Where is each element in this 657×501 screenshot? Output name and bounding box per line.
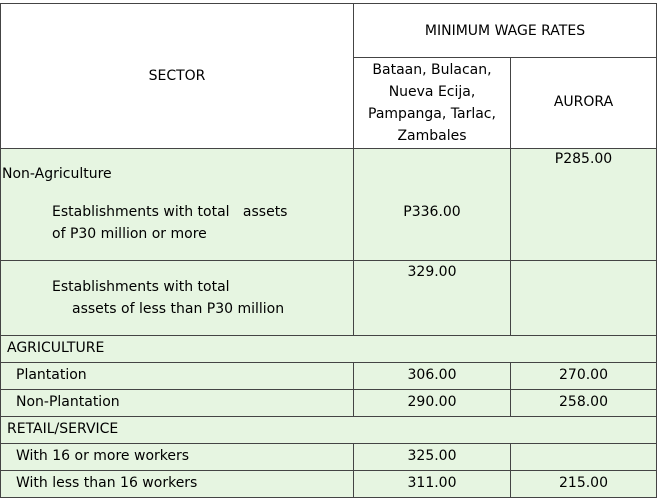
agri-row2-aurora-rate: 258.00 bbox=[559, 394, 608, 410]
region-header-line: Pampanga, Tarlac, bbox=[368, 106, 496, 122]
min-wage-header-cell bbox=[353, 3, 657, 58]
agri-row1-region-cell bbox=[353, 362, 511, 390]
non-agri-row2-line2: assets of less than P30 million bbox=[72, 301, 285, 317]
non-agri-row1-region-rate-cell bbox=[353, 148, 511, 261]
agri-row2-region-cell bbox=[353, 389, 511, 417]
non-agri-row1-sector bbox=[0, 148, 354, 261]
agri-row1-label: Plantation bbox=[16, 367, 87, 383]
aurora-header: AURORA bbox=[553, 94, 614, 110]
sector-header: SECTOR bbox=[148, 68, 206, 84]
agri-row2-sector bbox=[0, 389, 354, 417]
region-header-line: Zambales bbox=[397, 128, 467, 144]
agri-row1-sector bbox=[0, 362, 354, 390]
non-agri-row1-line2: of P30 million or more bbox=[52, 226, 207, 242]
non-agri-row2-region-rate: 329.00 bbox=[407, 264, 457, 280]
retail-row1-sector bbox=[0, 443, 354, 471]
retail-service-label: RETAIL/SERVICE bbox=[7, 421, 119, 437]
non-agri-row2-line1: Establishments with total bbox=[52, 279, 230, 295]
aurora-header-cell bbox=[510, 57, 657, 149]
non-agri-row1-line1: Establishments with total assets bbox=[52, 204, 288, 220]
non-agri-row2-sector bbox=[0, 260, 354, 336]
agri-row1-aurora-rate: 270.00 bbox=[559, 367, 608, 383]
retail-row1-region-cell bbox=[353, 443, 511, 471]
agri-row2-aurora-cell bbox=[510, 389, 657, 417]
minimum-wage-rates-header: MINIMUM WAGE RATES bbox=[424, 23, 586, 39]
non-agri-row1-region-rate: P336.00 bbox=[403, 204, 461, 220]
region-header-line: Bataan, Bulacan, bbox=[372, 62, 492, 78]
retail-row1-region-rate: 325.00 bbox=[407, 448, 457, 464]
retail-row2-region-cell bbox=[353, 470, 511, 498]
retail-row1-label: With 16 or more workers bbox=[16, 448, 190, 464]
non-agriculture-label: Non-Agriculture bbox=[2, 166, 112, 182]
agriculture-label: AGRICULTURE bbox=[7, 340, 105, 356]
region-header-line: Nueva Ecija, bbox=[388, 84, 476, 100]
non-agri-row2-region-rate-cell bbox=[353, 260, 511, 336]
non-agri-row1-aurora-rate-cell bbox=[510, 148, 657, 261]
retail-row2-aurora-rate: 215.00 bbox=[559, 475, 608, 491]
agri-row1-aurora-cell bbox=[510, 362, 657, 390]
retail-row2-label: With less than 16 workers bbox=[16, 475, 198, 491]
non-agri-row1-aurora-rate: P285.00 bbox=[554, 151, 613, 167]
sector-header-cell bbox=[0, 3, 354, 149]
agri-row2-label: Non-Plantation bbox=[16, 394, 120, 410]
retail-row2-region-rate: 311.00 bbox=[407, 475, 457, 491]
non-agri-row2-aurora-rate-cell bbox=[510, 260, 657, 336]
agriculture-section-row bbox=[0, 335, 657, 363]
region-header-cell bbox=[353, 57, 511, 149]
agri-row2-region-rate: 290.00 bbox=[407, 394, 457, 410]
retail-row2-aurora-cell bbox=[510, 470, 657, 498]
agri-row1-region-rate: 306.00 bbox=[407, 367, 457, 383]
retail-row1-aurora-cell bbox=[510, 443, 657, 471]
retail-row2-sector bbox=[0, 470, 354, 498]
retail-service-section-row bbox=[0, 416, 657, 444]
